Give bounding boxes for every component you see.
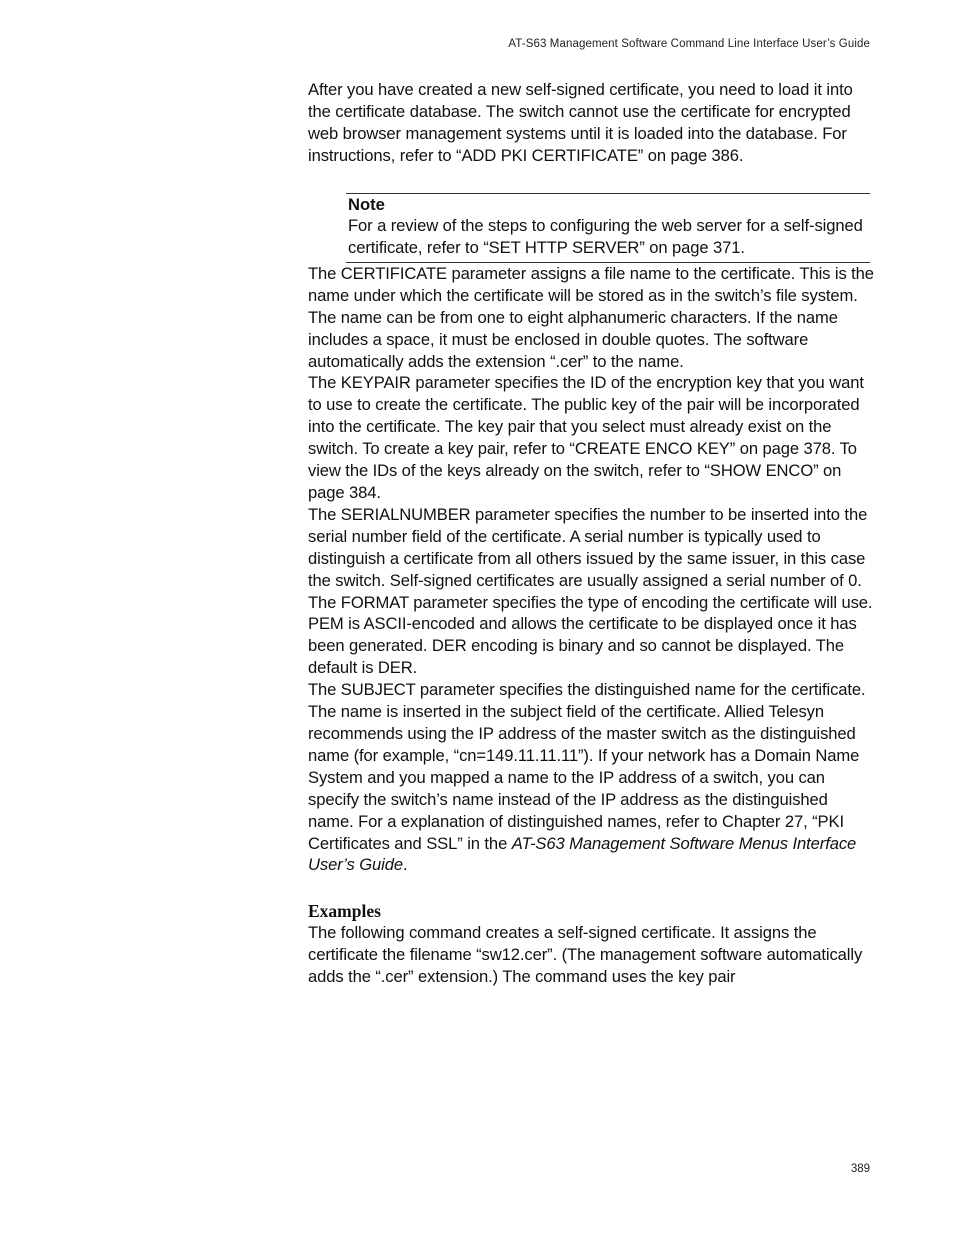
subject-guide-title: AT-S63 Management Software Menus Interface User’s Guide <box>308 833 857 875</box>
paragraph-certificate: The CERTIFICATE parameter assigns a file name to the certificate. This is the name under which the certificate will be stored as in the switch’s file system. The name can be from one to eight alphanumeric characters. If the name includes a space, it must be enclosed in double quotes. The software automatically adds the extension “.cer” to the name. <box>308 263 874 371</box>
note-box <box>346 193 870 263</box>
paragraph-subject <box>308 679 874 876</box>
paragraph-serialnumber: The SERIALNUMBER parameter specifies the number to be inserted into the serial number field of the certificate. A serial number is typically used to distinguish a certificate from all others issued by the same issuer, in this case the switch. Self-signed certificates are usually assigned a serial number of 0. <box>308 504 868 590</box>
paragraph-keypair: The KEYPAIR parameter specifies the ID of the encryption key that you want to use to create the certificate. The public key of the pair will be incorporated into the certificate. The key pair that you select must already exist on the switch. To create a key pair, refer to “CREATE ENCO KEY” on page 378. To view the IDs of the keys already on the switch, refer to “SHOW ENCO” on page 384. <box>308 373 864 502</box>
subject-period: . <box>403 855 408 875</box>
note-heading: Note <box>348 194 385 214</box>
note-text: For a review of the steps to configuring the web server for a self-signed certificate, refer to “SET HTTP SERVER” on page 371. <box>348 216 863 258</box>
examples-heading: Examples <box>308 901 381 922</box>
page-body <box>308 79 874 988</box>
page-number: 389 <box>850 1163 870 1175</box>
paragraph-format: The FORMAT parameter specifies the type of encoding the certificate will use. PEM is ASCII-encoded and allows the certificate to be displayed once it has been generated. DER encoding is binary and so cannot be displayed. The default is DER. <box>308 592 873 678</box>
paragraph-intro: After you have created a new self-signed certificate, you need to load it into the certificate database. The switch cannot use the certificate for encrypted web browser management systems until it is loaded into the database. For instructions, refer to “ADD PKI CERTIFICATE” on page 386. <box>308 80 853 165</box>
running-header: AT-S63 Management Software Command Line Interface User’s Guide <box>508 38 870 50</box>
subject-text: The SUBJECT parameter specifies the distinguished name for the certificate. The name is inserted in the subject field of the certificate. Allied Telesyn recommends using the IP address of the master switch as the distinguished name (for example, “cn=149.11.11.11”). If your network has a Domain Name System and you mapped a name to the IP address of a switch, you can specify the switch’s name instead of the IP address as the distinguished name. For a explanation of distinguished names, refer to Chapter 27, “PKI Certificates and SSL” in the <box>308 680 866 853</box>
paragraph-examples-intro: The following command creates a self-signed certificate. It assigns the certificate the filename “sw12.cer”. (The management software automatically adds the “.cer” extension.) The command uses the key pair <box>308 923 863 987</box>
